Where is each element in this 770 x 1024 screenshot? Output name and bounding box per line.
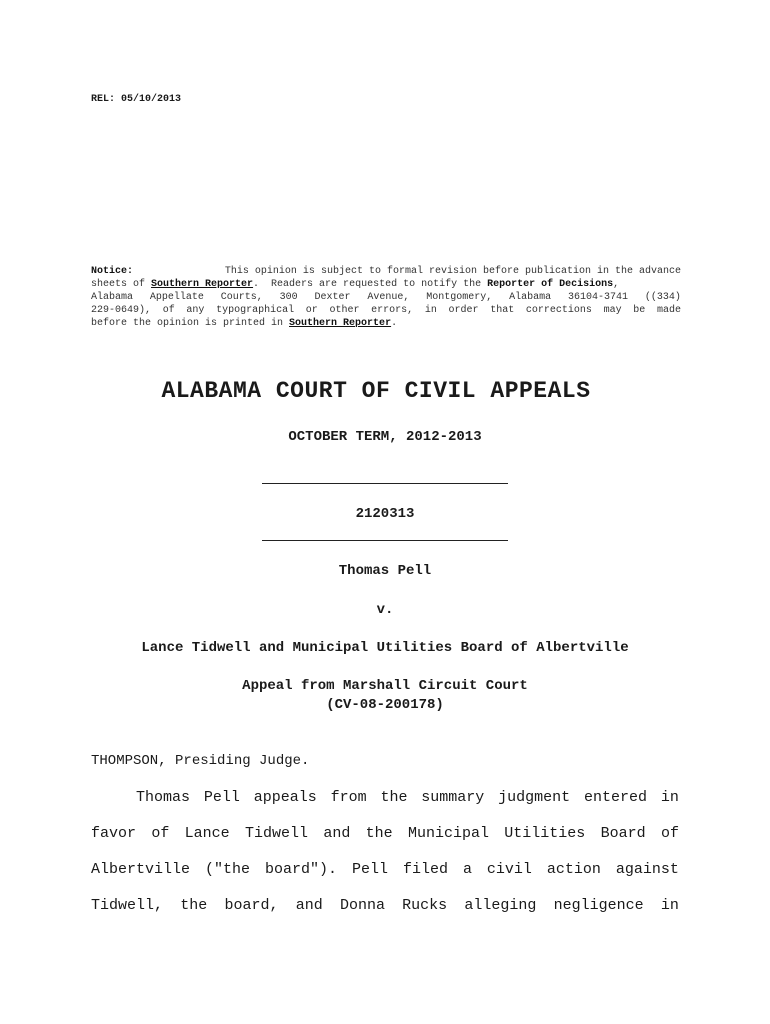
opinion-paragraph	[91, 789, 679, 933]
appellant-name: Thomas Pell	[338, 563, 432, 579]
court-term: OCTOBER TERM, 2012-2013	[288, 429, 482, 445]
notice-line: before the opinion is printed in Southern Reporter .	[91, 318, 398, 329]
reporter-of-decisions: Reporter of Decisions	[487, 279, 614, 290]
court-title: ALABAMA COURT OF CIVIL APPEALS	[161, 378, 591, 404]
versus-label: v.	[376, 602, 394, 618]
publication-notice	[91, 265, 681, 330]
presiding-judge: THOMPSON, Presiding Judge.	[91, 753, 310, 769]
paragraph-line: favor of Lance Tidwell and the Municipal Utilities Board of	[91, 825, 679, 842]
notice-line: Notice: This opinion is subject to formal revision before publication in the advance	[91, 266, 681, 277]
southern-reporter-ref: Southern Reporter	[289, 318, 392, 329]
case-number: 2120313	[355, 506, 415, 522]
paragraph-line: Thomas Pell appeals from the summary judgment entered in	[136, 789, 679, 806]
notice-line: sheets of Southern Reporter. Readers are requested to notify the Reporter of Decisions,	[91, 279, 620, 290]
paragraph-line: Albertville ("the board"). Pell filed a civil action against	[91, 861, 679, 878]
notice-line: Alabama Appellate Courts, 300 Dexter Avenue, Montgomery, Alabama 36104-3741 ((334)	[91, 292, 681, 303]
divider-rule	[262, 483, 508, 484]
divider-rule	[262, 540, 508, 541]
appeal-origin: Appeal from Marshall Circuit Court	[242, 678, 528, 694]
notice-label: Notice:	[91, 266, 134, 277]
lower-court-case-number: (CV-08-200178)	[326, 697, 444, 713]
release-date: REL: 05/10/2013	[91, 94, 182, 105]
appellees-name: Lance Tidwell and Municipal Utilities Board of Albertville	[141, 640, 629, 656]
southern-reporter-ref: Southern Reporter	[151, 279, 254, 290]
notice-line: 229-0649), of any typographical or other errors, in order that corrections may be made	[91, 305, 681, 316]
paragraph-line: Tidwell, the board, and Donna Rucks alleging negligence in	[91, 897, 679, 914]
